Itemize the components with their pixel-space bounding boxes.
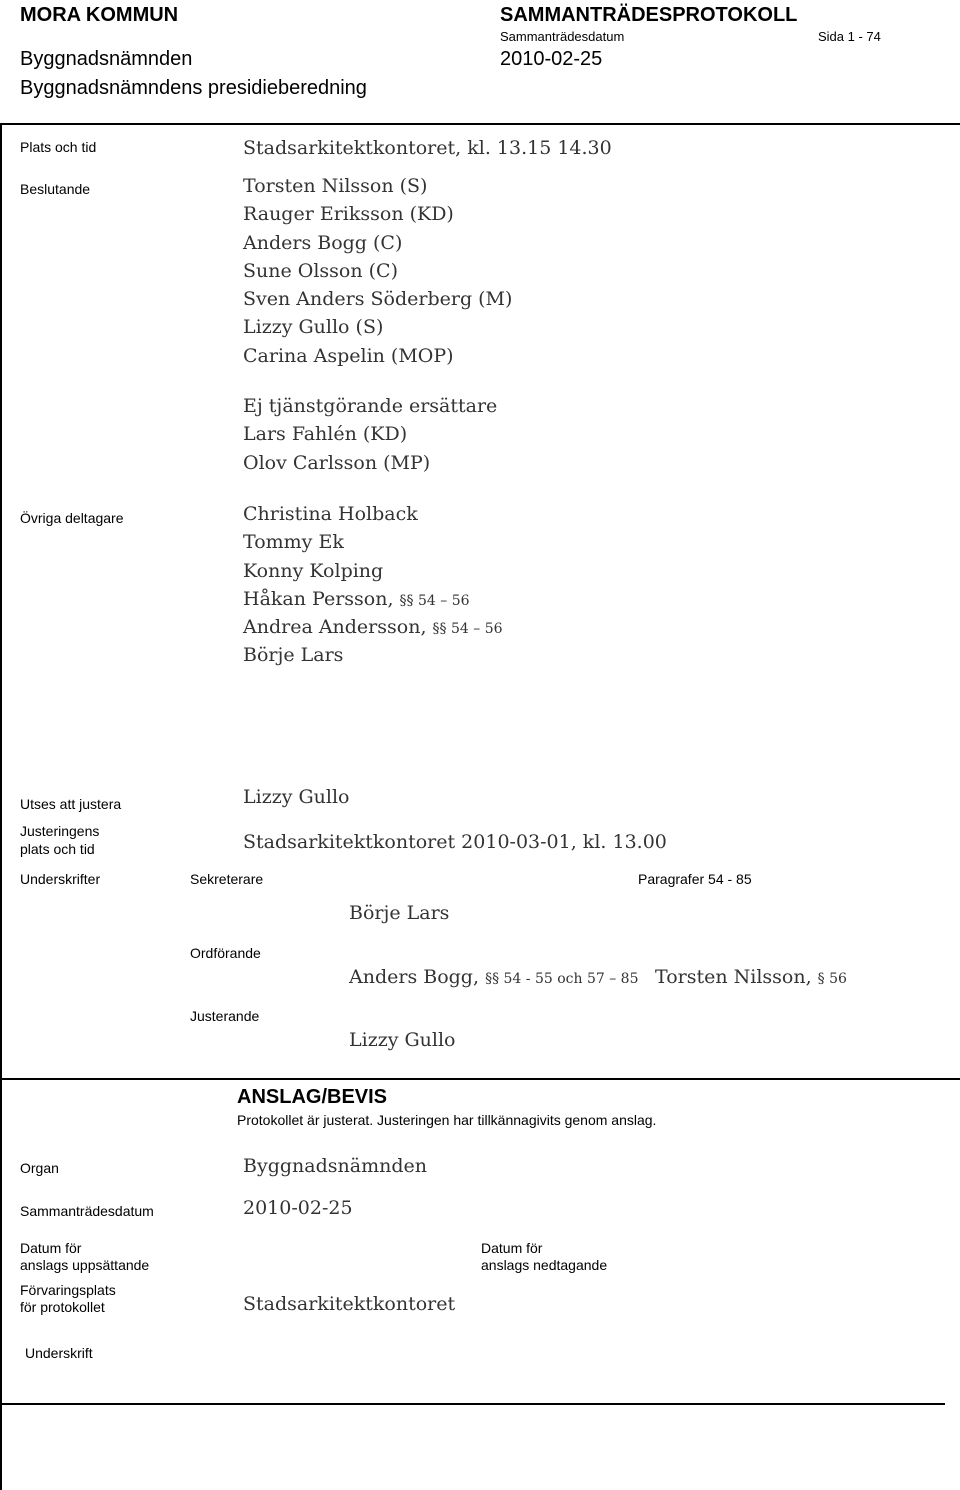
organ-value: Byggnadsnämnden (243, 1155, 427, 1177)
notice-title: ANSLAG/BEVIS (237, 1086, 388, 1108)
others-label: Övriga deltagare (20, 510, 124, 526)
chair-label: Ordförande (190, 945, 261, 961)
list-item: Lizzy Gullo (S) (243, 316, 384, 339)
notice-subtitle: Protokollet är justerat. Justeringen har tillkännagivits genom anslag. (237, 1112, 657, 1128)
paragraph-ref: §§ 54 – 56 (399, 592, 470, 609)
substitutes-heading: Ej tjänstgörande ersättare (243, 395, 498, 417)
chair-signature-1 (349, 966, 639, 988)
storage-label-1: Förvaringsplats (20, 1282, 116, 1298)
deciders-list (243, 172, 512, 370)
storage-value: Stadsarkitektkontoret (243, 1293, 456, 1315)
secretary-label: Sekreterare (190, 871, 264, 887)
meeting-date: 2010-02-25 (500, 48, 603, 70)
list-item (243, 613, 503, 641)
paragraphs-range: Paragrafer 54 - 85 (638, 871, 752, 887)
list-item: Anders Bogg (C) (243, 231, 403, 254)
list-item: Rauger Eriksson (KD) (243, 203, 454, 226)
participant-name: Tommy Ek (243, 531, 344, 554)
list-item (243, 557, 503, 585)
removed-date-label-1: Datum för (481, 1240, 543, 1256)
adjuster-name: Lizzy Gullo (349, 1029, 456, 1051)
list-item: Sven Anders Söderberg (M) (243, 288, 513, 311)
adjustment-place-label-2: plats och tid (20, 841, 95, 857)
document-type: SAMMANTRÄDESPROTOKOLL (500, 4, 798, 26)
adjuster-label: Justerande (190, 1008, 260, 1024)
substitutes-list (243, 392, 497, 477)
posted-date-label-1: Datum för (20, 1240, 82, 1256)
chair-signature-2 (655, 966, 847, 988)
posted-date-label-2: anslags uppsättande (20, 1257, 150, 1273)
list-item: Olov Carlsson (MP) (243, 451, 431, 474)
deciders-label: Beslutande (20, 181, 91, 197)
list-item: Torsten Nilsson (S) (243, 175, 428, 197)
others-list (243, 500, 503, 670)
removed-date-label-2: anslags nedtagande (481, 1257, 608, 1273)
adjuster-appointed-label: Utses att justera (20, 796, 122, 812)
adjuster-appointed-value: Lizzy Gullo (243, 786, 350, 808)
adjustment-place-value: Stadsarkitektkontoret 2010-03-01, kl. 13.00 (243, 831, 667, 853)
bottom-rule (0, 1403, 945, 1405)
participant-name: Börje Lars (243, 644, 344, 667)
notice-rule (0, 1078, 960, 1080)
list-item: Sune Olsson (C) (243, 259, 399, 282)
list-item (243, 528, 503, 556)
place-value: Stadsarkitektkontoret, kl. 13.15 14.30 (243, 137, 612, 159)
signature-label: Underskrift (25, 1345, 93, 1361)
list-item: Carina Aspelin (MOP) (243, 344, 454, 367)
signatures-label: Underskrifter (20, 871, 101, 887)
participant-name: Konny Kolping (243, 559, 384, 582)
list-item (243, 500, 503, 528)
list-item: Lars Fahlén (KD) (243, 423, 408, 446)
meeting-date-label: Sammanträdesdatum (500, 29, 625, 44)
municipality-name: MORA KOMMUN (20, 4, 179, 26)
subcommittee-name: Byggnadsnämndens presidieberedning (20, 77, 367, 99)
adjustment-place-label-1: Justeringens (20, 823, 100, 839)
list-item (243, 585, 503, 613)
participant-name: Andrea Andersson, (243, 616, 427, 639)
top-rule (0, 123, 960, 125)
storage-label-2: för protokollet (20, 1299, 105, 1315)
paragraph-ref: §§ 54 - 55 och 57 – 85 (485, 971, 639, 987)
chair-name: Anders Bogg, (349, 966, 480, 988)
place-label: Plats och tid (20, 139, 97, 155)
notice-date-label: Sammanträdesdatum (20, 1203, 154, 1219)
page-number: Sida 1 - 74 (818, 29, 881, 44)
notice-date-value: 2010-02-25 (243, 1197, 353, 1219)
chair-name: Torsten Nilsson, (655, 966, 812, 988)
paragraph-ref: § 56 (817, 971, 847, 987)
left-border (0, 123, 2, 1490)
list-item (243, 641, 503, 669)
participant-name: Håkan Persson, (243, 587, 394, 610)
secretary-name: Börje Lars (349, 902, 450, 924)
organ-label: Organ (20, 1160, 59, 1176)
committee-name: Byggnadsnämnden (20, 48, 193, 70)
paragraph-ref: §§ 54 – 56 (432, 621, 503, 638)
participant-name: Christina Holback (243, 503, 418, 525)
